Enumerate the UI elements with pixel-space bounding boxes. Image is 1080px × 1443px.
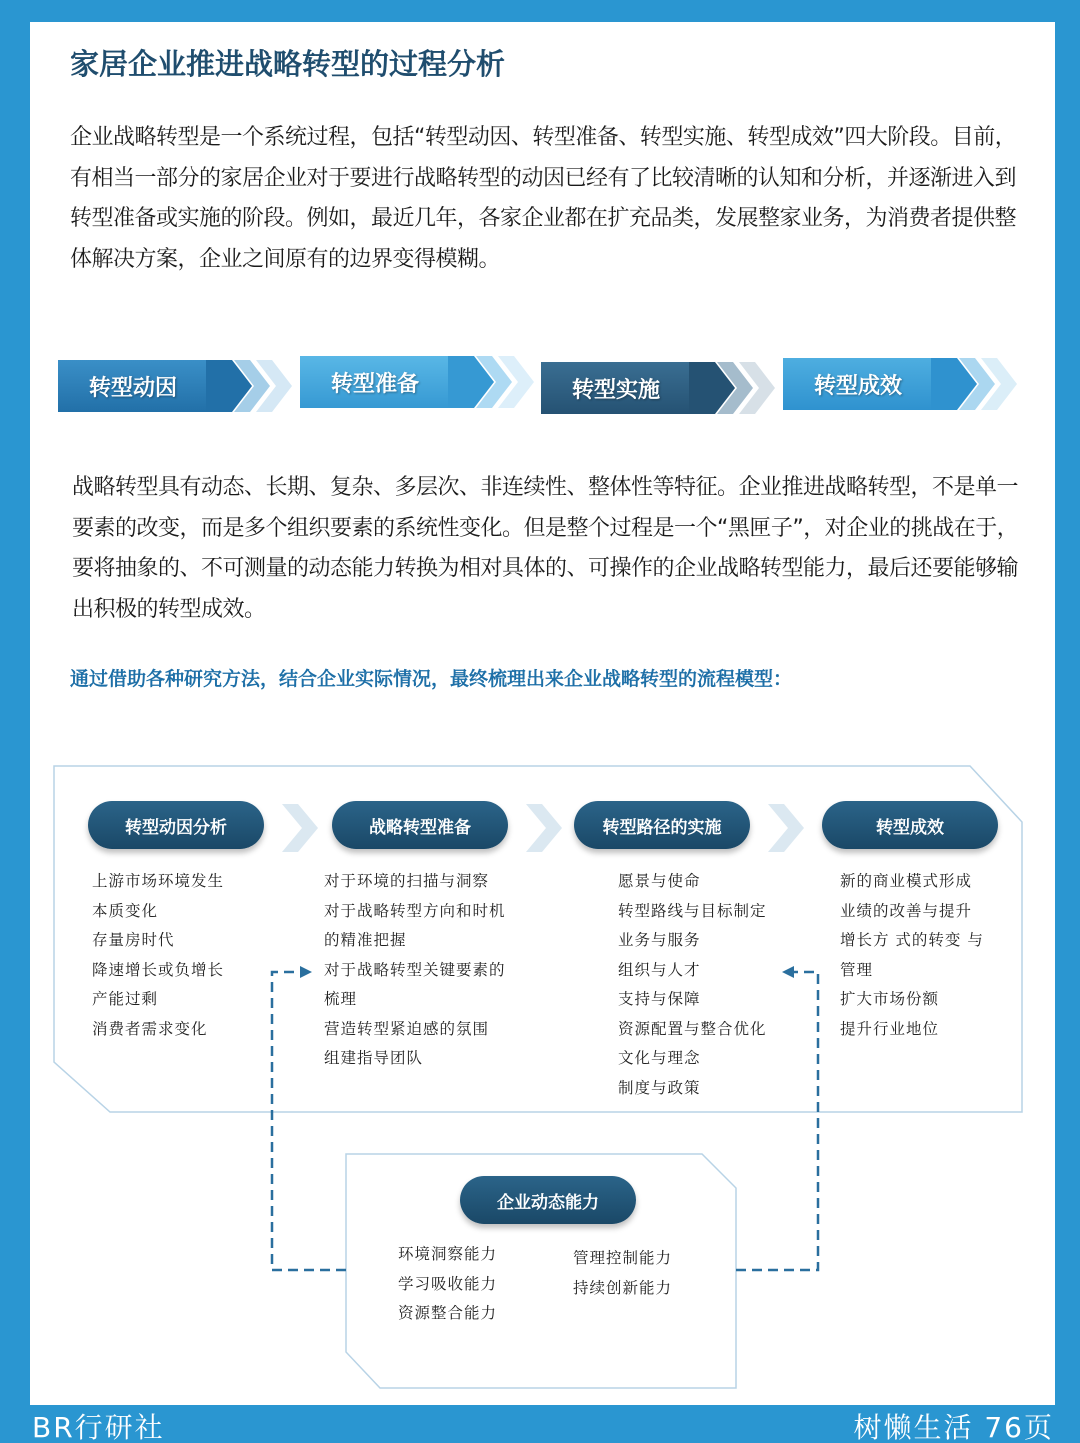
flow-heading-4: 转型成效	[822, 801, 998, 849]
list-item: 愿景与使命	[618, 872, 701, 890]
list-item: 的精准把握	[324, 931, 407, 949]
stage-4-label: 转型成效	[783, 358, 933, 410]
list-item: 管理控制能力	[573, 1249, 673, 1267]
list-item: 新的商业模式形成	[840, 872, 973, 890]
list-item: 本质变化	[92, 901, 159, 920]
list-item: 环境洞察能力	[398, 1245, 498, 1263]
list-item: 业务与服务	[618, 931, 701, 949]
page-title: 家居企业推进战略转型的过程分析	[70, 47, 506, 81]
dynamic-right-list	[573, 1244, 672, 1303]
list-item: 转型路线与目标制定	[618, 901, 767, 920]
flow-column-3	[618, 867, 767, 1103]
list-item: 对于战略转型关键要素的	[324, 960, 506, 979]
footer-page-info: 树懒生活 76页	[853, 1411, 1054, 1443]
list-item: 产能过剩	[92, 990, 159, 1008]
intro-paragraph: 企业战略转型是一个系统过程，包括“转型动因、转型准备、转型实施、转型成效”四大阶段。目前，有相当一部分的家居企业对于要进行战略转型的动因已经有了比较清晰的认知和分析，并逐渐进入到转型准备或实施的阶段。例如，最近几年，各家企业都在扩充品类，发展整家业务，为消费者提供整体解决方案，企业之间原有的边界变得模糊。	[70, 125, 1017, 272]
flow-column-2	[324, 867, 506, 1074]
list-item: 组建指导团队	[324, 1049, 424, 1067]
list-item: 资源整合能力	[398, 1304, 498, 1322]
list-item: 对于战略转型方向和时机	[324, 901, 506, 920]
page	[30, 22, 1055, 1405]
list-item: 文化与理念	[618, 1049, 701, 1067]
list-item: 扩大市场份额	[840, 990, 940, 1008]
flow-column-1	[92, 867, 224, 1044]
list-item: 资源配置与整合优化	[618, 1019, 767, 1038]
list-item: 营造转型紧迫感的氛围	[324, 1019, 490, 1038]
list-item: 增长方 式的转变 与	[840, 931, 984, 949]
dynamic-capability-heading: 企业动态能力	[460, 1176, 636, 1224]
list-item: 学习吸收能力	[398, 1274, 498, 1293]
list-item: 梳理	[324, 990, 358, 1008]
list-item: 组织与人才	[618, 960, 701, 979]
flow-heading-3: 转型路径的实施	[574, 801, 750, 849]
stage-1-label: 转型动因	[58, 360, 208, 412]
list-item: 制度与政策	[618, 1078, 701, 1097]
list-item: 提升行业地位	[840, 1019, 940, 1038]
list-item: 存量房时代	[92, 931, 175, 949]
stage-2-label: 转型准备	[300, 356, 450, 408]
list-item: 消费者需求变化	[92, 1019, 208, 1038]
list-item: 对于环境的扫描与洞察	[324, 872, 490, 890]
stage-3-label: 转型实施	[541, 362, 691, 414]
footer-brand: BR行研社	[32, 1411, 165, 1443]
dynamic-left-list	[398, 1240, 497, 1329]
feature-paragraph: 战略转型具有动态、长期、复杂、多层次、非连续性、整体性等特征。企业推进战略转型，不是单一要素的改变，而是多个组织要素的系统性变化。但是整个过程是一个“黑匣子”，对企业的挑战在于，要将抽象的、不可测量的动态能力转换为相对具体的、可操作的企业战略转型能力，最后还要能够输出积极的转型成效。	[72, 475, 1019, 622]
list-item: 支持与保障	[618, 990, 701, 1008]
flow-heading-2: 战略转型准备	[332, 801, 508, 849]
list-item: 持续创新能力	[573, 1278, 673, 1297]
list-item: 降速增长或负增长	[92, 960, 225, 979]
highlight-text: 通过借助各种研究方法，结合企业实际情况，最终梳理出来企业战略转型的流程模型：	[70, 668, 793, 690]
list-item: 上游市场环境发生	[92, 872, 225, 890]
flow-heading-1: 转型动因分析	[88, 801, 264, 849]
list-item: 业绩的改善与提升	[840, 901, 973, 920]
flow-column-4	[840, 867, 984, 1044]
list-item: 管理	[840, 960, 874, 979]
